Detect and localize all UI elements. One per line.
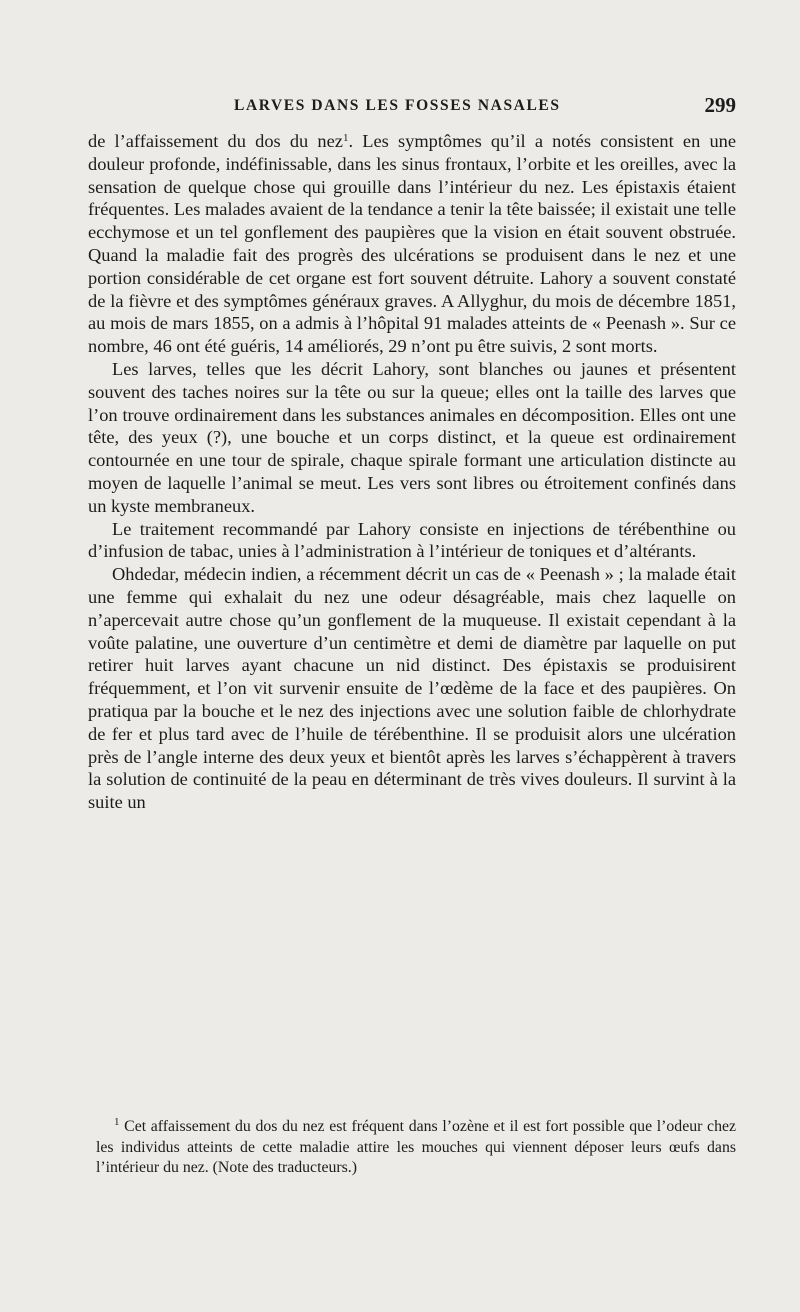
- paragraph-1-start: de l’affaissement du dos du nez: [88, 131, 343, 151]
- paragraph-3: Le traitement recommandé par Lahory consiste en injections de térébenthine ou d’infusion de tabac, unies à l’administration à l’intérieur de toniques et d’altérants.: [88, 518, 736, 562]
- page-header: [90, 93, 736, 123]
- paragraph-1-rest: . Les symptômes qu’il a notés consistent en une douleur profonde, indéfinissable, dans les sinus frontaux, l’orbite et les oreilles, avec la sensation de quelque chose qui grouille dans l’intérieur du nez. Les épistaxis étaient fréquentes. Les malades avaient de la tendance a tenir la tête baissée; il existait une telle ecchymose et un tel gonflement des paupières que la vision en était souvent obstruée. Quand la maladie fait des progrès des ulcérations se produisent dans le nez et une portion considérable de cet organe est fort souvent détruite. Lahory a souvent constaté de la fièvre et des symptômes généraux graves. A Allyghur, du mois de décembre 1851, au mois de mars 1855, on a admis à l’hôpital 91 malades atteints de « Peenash ». Sur ce nombre, 46 ont été guéris, 14 améliorés, 29 n’ont pu être suivis, 2 sont morts.: [88, 131, 737, 357]
- footnote-reference: 1: [342, 132, 349, 144]
- page-number: 299: [704, 93, 736, 117]
- paragraph-1: [88, 130, 736, 358]
- footnote-text: Cet affaissement du dos du nez est fréquent dans l’ozène et il est fort possible que l’odeur chez les individus atteints de cette maladie attire les mouches qui viennent déposer leurs œufs dans l’intérieur du nez. (Note des traducteurs.): [96, 1118, 736, 1177]
- paragraph-2: Les larves, telles que les décrit Lahory, sont blanches ou jaunes et présentent souvent des taches noires sur la tête ou sur la queue; elles ont la taille des larves que l’on trouve ordinairement dans les substances animales en décomposition. Elles ont une tête, des yeux (?), une bouche et un corps distinct, et la queue est ordinairement contournée en une tour de spirale, chaque spirale formant une articulation distincte au moyen de laquelle l’animal se meut. Les vers sont libres ou étroitement confinés dans un kyste membraneux.: [88, 358, 736, 516]
- running-title: LARVES DANS LES FOSSES NASALES: [234, 97, 561, 114]
- paragraph-4: Ohdedar, médecin indien, a récemment décrit un cas de « Peenash » ; la malade était une femme qui exhalait du nez une odeur désagréable, mais chez laquelle on n’apercevait autre chose qu’un gonflement de la muqueuse. Il existait cependant à la voûte palatine, une ouverture d’un centimètre et demi de diamètre par laquelle on put retirer huit larves ayant chacune un nid distinct. Des épistaxis se produisirent fréquemment, et l’on vit survenir ensuite de l’œdème de la face et des paupières. On pratiqua par la bouche et le nez des injections avec une solution faible de chlorhydrate de fer et plus tard avec de l’huile de térébenthine. Il se produisit alors une ulcération près de l’angle interne des deux yeux et bientôt après les larves s’échappèrent à travers la solution de continuité de la peau en déterminant de très vives douleurs. Il survint à la suite un: [88, 564, 736, 813]
- main-text: [88, 130, 736, 814]
- footnote-paragraph: [96, 1117, 736, 1179]
- footnote-mark: 1: [114, 1116, 120, 1128]
- footnote: [96, 1117, 736, 1179]
